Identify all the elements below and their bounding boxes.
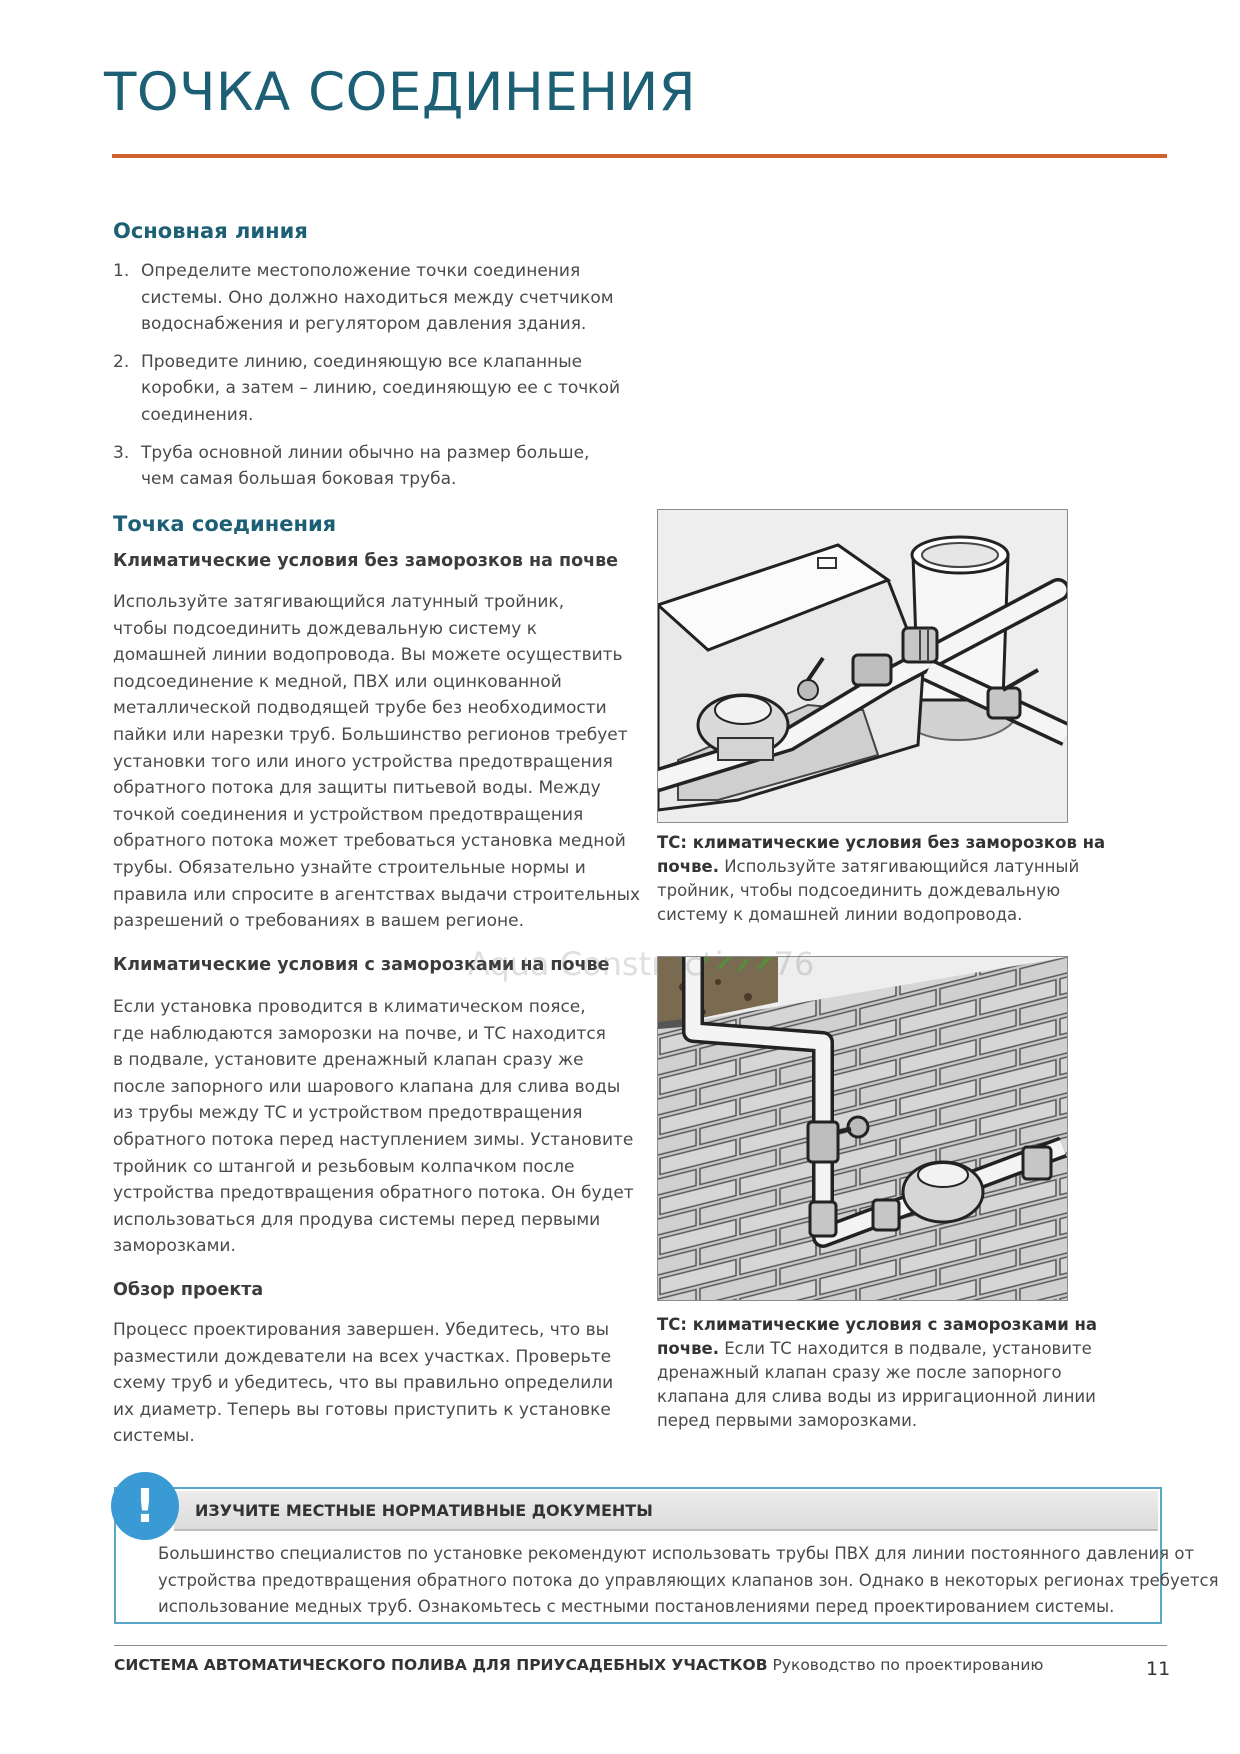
exclamation-icon: ! [111,1472,179,1540]
figure-no-frost-caption: ТС: климатические условия без заморозков на почве. Используйте затягивающийся латунный тройник, чтобы подсоединить дождевальную систему к домашней линии водопровода. [657,833,1106,924]
frost-subheading: Климатические условия с заморозками на почве [113,955,610,975]
title-divider [112,154,1167,158]
main-line-heading: Основная линия [113,219,308,243]
review-subheading: Обзор проекта [113,1280,264,1300]
page-number: 11 [1146,1658,1171,1680]
no-frost-subheading: Климатические условия без заморозков на почве [113,551,619,571]
figure-frost-illustration [657,956,1068,1301]
list-item: 2. Проведите линию, соединяющую все клапанные коробки, а затем – линию, соединяющую ее с точкой соединения. [113,351,621,425]
list-item: 1. Определите местоположение точки соединения системы. Оно должно находиться между счетчиком водоснабжения и регулятором давления здания. [113,261,614,335]
connection-point-heading: Точка соединения [113,512,337,536]
figure-frost-caption: ТС: климатические условия с заморозками на почве. Если ТС находится в подвале, установите дренажный клапан сразу же после запорного клапана для слива воды из ирригационной линии перед первыми заморозками. [657,1315,1098,1430]
main-line-steps [113,258,633,504]
review-paragraph: Процесс проектирования завершен. Убедитесь, что вы разместили дождеватели на всех участках. Проверьте схему труб и убедитесь, что вы правильно определили их диаметр. Теперь вы готовы приступить к установке системы. [113,1320,614,1447]
watermark-text: Aqua Construction 76 [468,945,815,983]
frost-paragraph: Если установка проводится в климатическом поясе, где наблюдаются заморозки на почве, и ТС находится в подвале, установите дренажный клапан сразу же после запорного или шарового клапана для слива воды из трубы между ТС и устройством предотвращения обратного потока перед наступлением зимы. Установите тройник со штангой и резьбовым колпачком после устройства предотвращения обратного потока. Он будет использоваться для продува системы перед первыми заморозками. [113,997,634,1257]
list-item: 3. Труба основной линии обычно на размер больше, чем самая большая боковая труба. [113,442,590,490]
footer-title: СИСТЕМА АВТОМАТИЧЕСКОГО ПОЛИВА ДЛЯ ПРИУСАДЕБНЫХ УЧАСТКОВ Руководство по проектированию [114,1656,1044,1674]
note-text: Большинство специалистов по установке рекомендуют использовать трубы ПВХ для линии постоянного давления от устройства предотвращения обратного потока до управляющих клапанов зон. Однако в некоторых регионах требуется использование медных труб. Ознакомьтесь с местными постановлениями перед проектированием системы. [158,1544,1219,1616]
figure-no-frost-illustration [657,509,1068,823]
footer-divider [114,1645,1167,1646]
no-frost-paragraph: Используйте затягивающийся латунный тройник, чтобы подсоединить дождевальную систему к домашней линии водопровода. Вы можете осуществить подсоединение к медной, ПВХ или оцинкованной металлической подводящей трубе без необходимости пайки или нарезки труб. Большинство регионов требует установки того или иного устройства предотвращения обратного потока для защиты питьевой воды. Между точкой соединения и устройством предотвращения обратного потока может требоваться установка медной трубы. Обязательно узнайте строительные нормы и правила или спросите в агентствах выдачи строительных разрешений о требованиях в вашем регионе. [113,592,641,932]
page-title: ТОЧКА СОЕДИНЕНИЯ [104,62,697,123]
note-title: ИЗУЧИТЕ МЕСТНЫЕ НОРМАТИВНЫЕ ДОКУМЕНТЫ [195,1501,653,1520]
